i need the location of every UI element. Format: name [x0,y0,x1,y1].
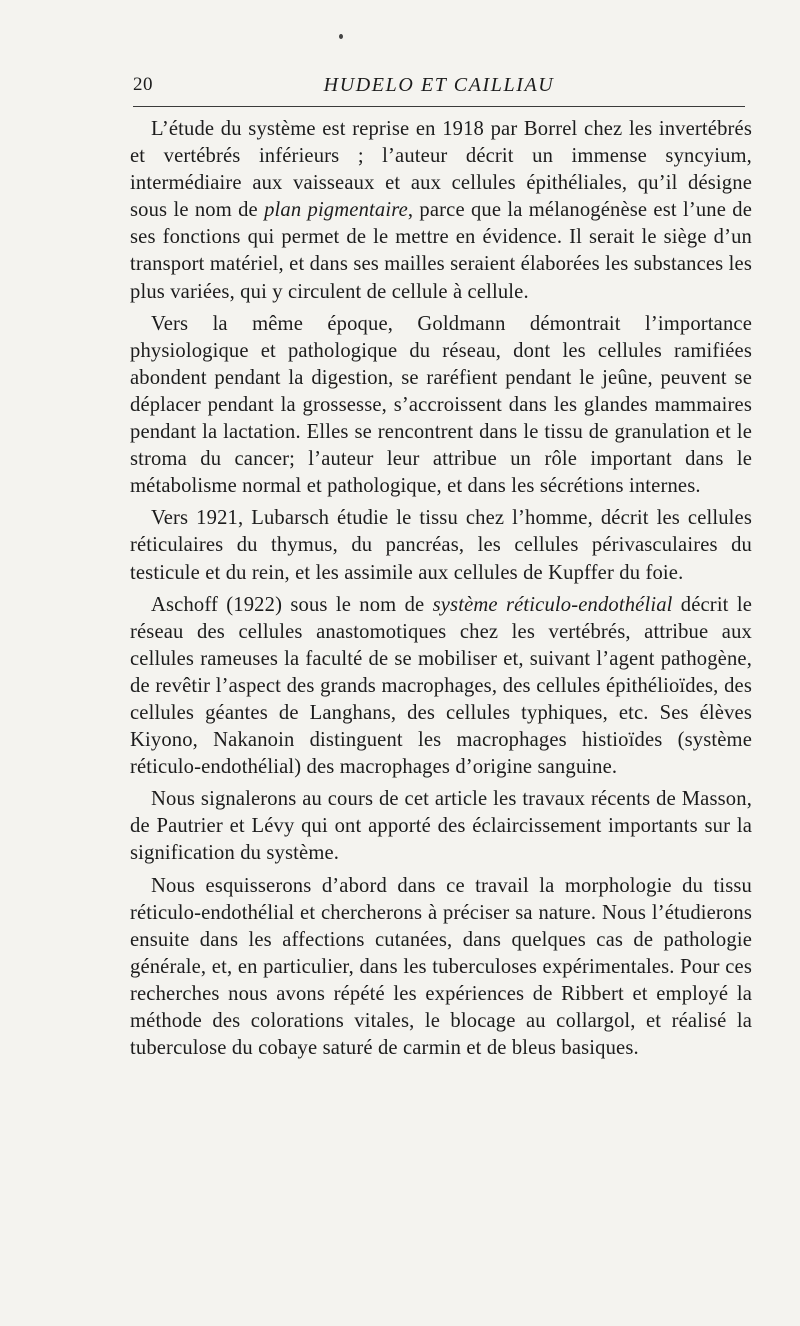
body-text [130,116,752,1067]
emphasis-term: système réticulo-endothélial [432,593,673,616]
paragraph: Vers la même époque, Goldmann démontrait l’importance physiologique et pathologique du réseau, dont les cellules ramifiées abondent pendant la digestion, se raréfient pendant le jeûne, peuvent se déplacer pendant la grossesse, s’accroissent dans les glandes mammaires pendant la lactation. Elles se rencontrent dans le tissu de granulation et le stroma du cancer; l’auteur leur attribue un rôle important dans le métabolisme normal et pathologique, et dans les sécrétions internes. [130,312,752,498]
header-rule [133,106,745,107]
emphasis-term: plan pigmentaire [264,199,408,222]
page-number: 20 [133,74,153,95]
paragraph: Aschoff (1922) sous le nom de système réticulo-endothélial décrit le réseau des cellules anastomotiques chez les vertébrés, attribue aux cellules rameuses la faculté de se mobiliser et, suivant l’agent pathogène, de revêtir l’aspect des grands macrophages, des cellules épithélioïdes, des cellules géantes de Langhans, des cellules typhiques, etc. Ses élèves Kiyono, Nakanoin distinguent les macrophages histioïdes (système réticulo-endothélial) des macrophages d’origine sanguine. [130,593,752,779]
running-head [133,74,745,104]
running-title: HUDELO ET CAILLIAU [323,74,555,96]
paragraph: Nous esquisserons d’abord dans ce travail la morphologie du tissu réticulo-endothélial et chercherons à préciser sa nature. Nous l’étudierons ensuite dans les affections cutanées, dans quelques cas de pathologie générale, et, en particulier, dans les tuberculoses expérimentales. Pour ces recherches nous avons répété les expériences de Ribbert et employé la méthode des colorations vitales, le blocage au collargol, et réalisé la tuberculose du cobaye saturé de carmin et de bleus basiques. [130,874,752,1060]
paragraph: Vers 1921, Lubarsch étudie le tissu chez l’homme, décrit les cellules réticulaires du thymus, du pancréas, les cellules périvasculaires du testicule et du rein, et les assimile aux cellules de Kupffer du foie. [130,507,752,584]
paragraph: Nous signalerons au cours de cet article les travaux récents de Masson, de Pautrier et Lévy qui ont apporté des éclaircissement importants sur la signification du système. [130,788,752,865]
paragraph: L’étude du système est reprise en 1918 par Borrel chez les invertébrés et vertébrés inférieurs ; l’auteur décrit un immense syncyium, intermédiaire aux vaisseaux et aux cellules épithéliales, qu’il désigne sous le nom de plan pigmentaire, parce que la mélanogénèse est l’une de ses fonctions qui permet de le mettre en évidence. Il serait le siège d’un transport matériel, et dans ses mailles seraient élaborées les substances les plus variées, qui y circulent de cellule à cellule. [130,118,752,303]
print-speck [339,34,343,39]
